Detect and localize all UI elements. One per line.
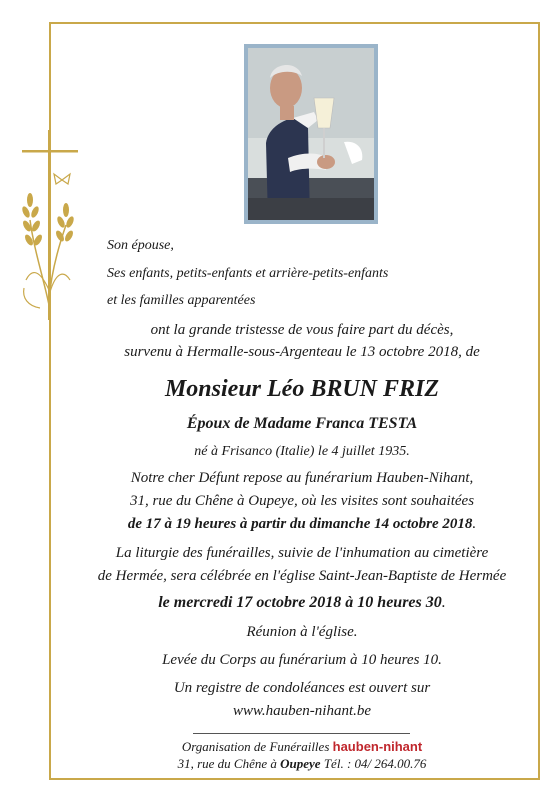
- birth-line: né à Frisanco (Italie) le 4 juillet 1935.: [194, 444, 410, 459]
- liturgy-period: .: [441, 594, 446, 611]
- portrait-photo: [244, 44, 378, 224]
- footer-brand-logo: hauben-nihant: [332, 739, 423, 754]
- footer-address: [72, 756, 532, 772]
- intro-line-families: et les familles apparentées: [107, 293, 256, 308]
- footer-org: [72, 739, 532, 755]
- visit-hours: de 17 à 19 heures à partir du dimanche 14 octobre 2018: [127, 516, 473, 532]
- announce-line-1: ont la grande tristesse de vous faire part du décès,: [150, 322, 454, 338]
- registry-line-1: Un registre de condoléances est ouvert sur: [173, 680, 431, 696]
- deceased-name: Monsieur Léo BRUN FRIZ: [164, 376, 440, 402]
- visit-period: .: [472, 516, 477, 532]
- visit-line-2: 31, rue du Chêne à Oupeye, où les visites sont souhaitées: [129, 493, 475, 509]
- levee-line: Levée du Corps au funérarium à 10 heures 10.: [162, 652, 442, 668]
- liturgy-line-3: [72, 594, 532, 612]
- footer-addr-prefix: 31, rue du Chêne à: [177, 756, 277, 771]
- liturgy-datetime: le mercredi 17 octobre 2018 à 10 heures 30: [158, 594, 442, 611]
- footer-org-prefix: Organisation de Funérailles: [181, 739, 330, 754]
- announce-line-2: survenu à Hermalle-sous-Argenteau le 13 octobre 2018, de: [124, 344, 480, 360]
- footer-tel: Tél. : 04/ 264.00.76: [323, 756, 427, 771]
- visit-line-1: Notre cher Défunt repose au funérarium Hauben-Nihant,: [130, 470, 474, 486]
- registry-url[interactable]: www.hauben-nihant.be: [232, 703, 372, 719]
- spouse-line: Époux de Madame Franca TESTA: [186, 415, 418, 432]
- intro-line-children: Ses enfants, petits-enfants et arrière-petits-enfants: [107, 266, 389, 281]
- intro-line-spouse: Son épouse,: [107, 238, 174, 253]
- liturgy-line-1: La liturgie des funérailles, suivie de l'inhumation au cimetière: [115, 545, 489, 561]
- visit-line-3: [72, 516, 532, 533]
- footer-addr-city: Oupeye: [280, 756, 321, 771]
- cross-wheat-butterfly-icon: [18, 130, 86, 320]
- liturgy-line-2: de Hermée, sera célébrée en l'église Saint-Jean-Baptiste de Hermée: [97, 568, 507, 584]
- footer-separator: [193, 733, 410, 734]
- meeting-line: Réunion à l'église.: [246, 624, 358, 640]
